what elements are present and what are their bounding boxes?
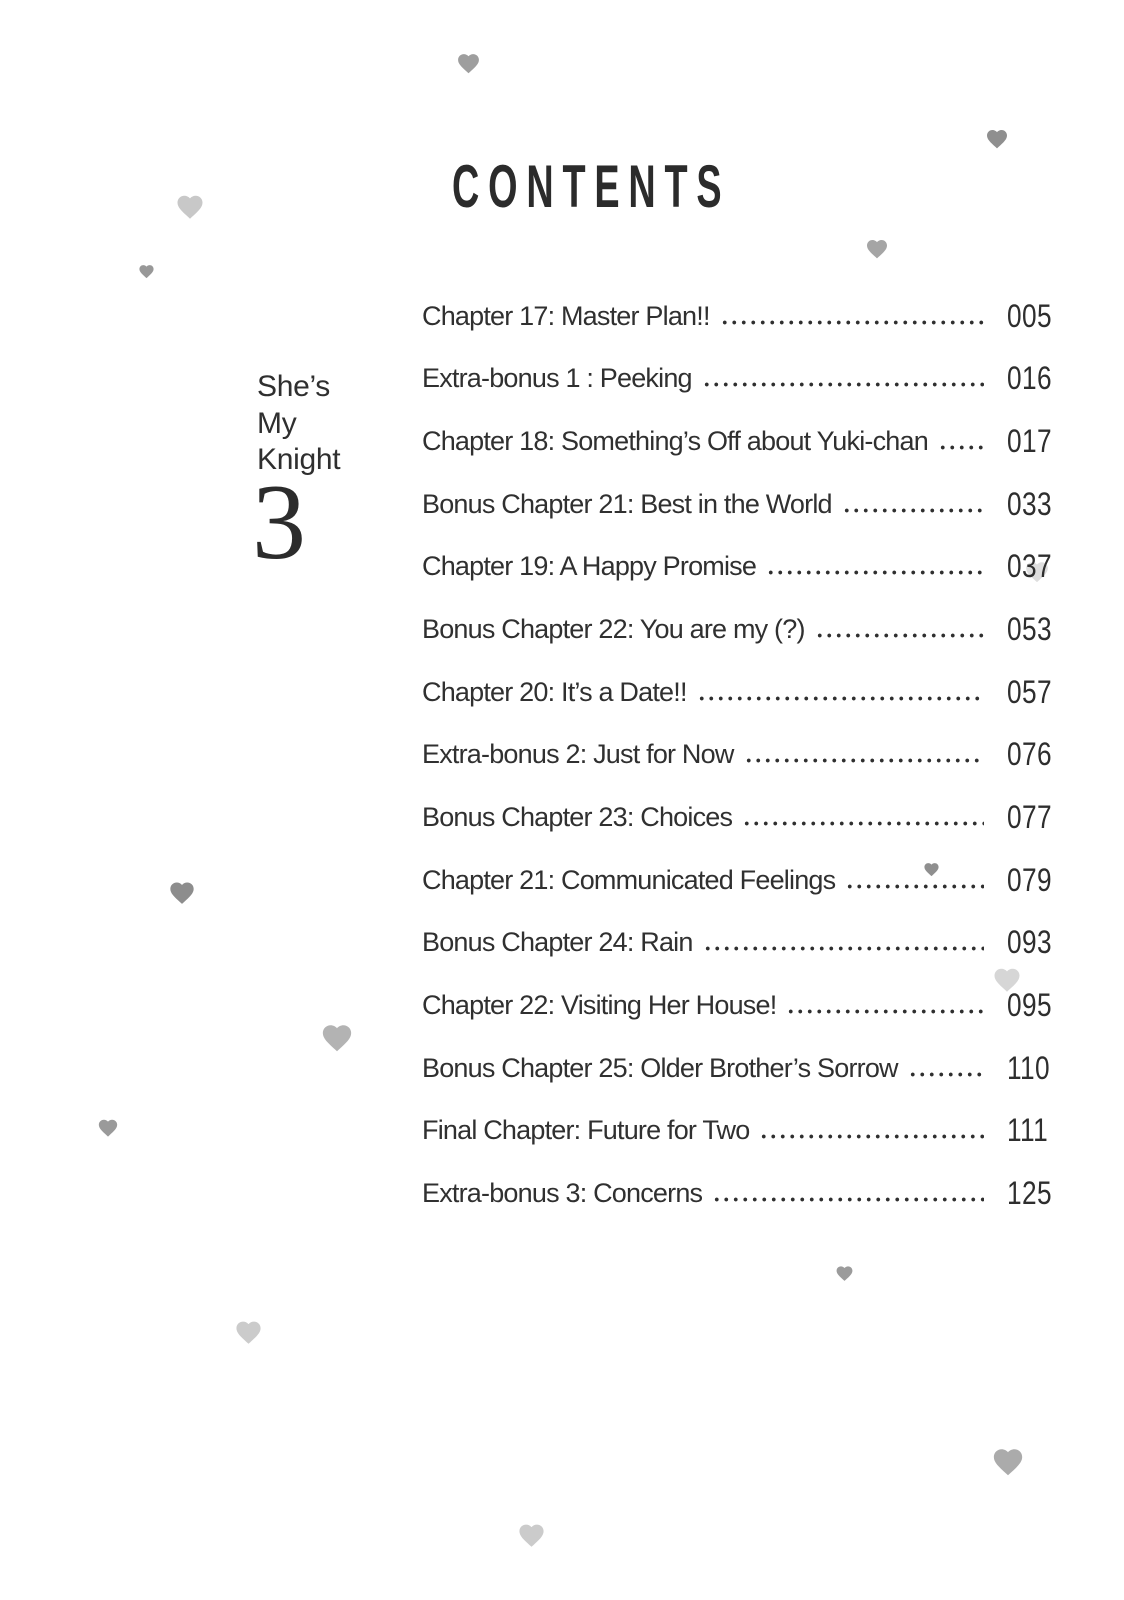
volume-number: 3 <box>252 463 306 582</box>
dot-leader <box>703 929 984 956</box>
toc-entry-page-number: 017 <box>1007 423 1053 460</box>
toc-entry <box>422 1162 1053 1225</box>
heart-icon <box>517 1521 546 1550</box>
toc-entry-title: Bonus Chapter 25: Older Brother’s Sorrow <box>422 1052 898 1083</box>
heart-icon <box>138 263 155 280</box>
dot-leader <box>908 1055 984 1082</box>
toc-entry-title: Extra-bonus 2: Just for Now <box>422 739 734 770</box>
dot-leader <box>815 616 984 643</box>
toc-entry-title: Bonus Chapter 24: Rain <box>422 927 693 958</box>
toc-entry-title: Extra-bonus 3: Concerns <box>422 1177 703 1208</box>
heart-icon <box>985 127 1009 151</box>
series-title-line: Knight <box>257 443 341 477</box>
toc-entry-title: Bonus Chapter 21: Best in the World <box>422 488 832 519</box>
toc-entry-title: Extra-bonus 1 : Peeking <box>422 363 692 394</box>
toc-entry-page-number: 079 <box>1007 861 1053 898</box>
dot-leader <box>842 491 984 518</box>
toc-entry <box>422 974 1053 1037</box>
toc-entry-page-number: 125 <box>1007 1174 1053 1211</box>
dot-leader <box>766 553 984 580</box>
toc-entry-page-number: 053 <box>1007 611 1053 648</box>
heart-icon <box>456 51 481 76</box>
dot-leader <box>786 992 984 1019</box>
toc-entry-title: Chapter 17: Master Plan!! <box>422 300 710 331</box>
toc-entry <box>422 410 1053 473</box>
toc-entry <box>422 661 1053 724</box>
toc-entry-title: Chapter 20: It’s a Date!! <box>422 676 687 707</box>
toc-entry <box>422 348 1053 411</box>
toc-list <box>422 285 1053 1225</box>
toc-entry-page-number: 110 <box>1007 1049 1051 1086</box>
page-title: CONTENTS <box>452 153 731 220</box>
heart-icon <box>835 1264 854 1283</box>
toc-entry <box>422 473 1053 536</box>
toc-entry <box>422 723 1053 786</box>
heart-icon <box>168 879 196 907</box>
dot-leader <box>744 741 984 768</box>
heart-icon <box>991 1445 1025 1479</box>
dot-leader <box>702 365 984 392</box>
toc-entry-page-number: 076 <box>1007 736 1053 773</box>
toc-entry-page-number: 111 <box>1007 1112 1049 1149</box>
toc-entry <box>422 598 1053 661</box>
toc-entry-page-number: 016 <box>1007 360 1053 397</box>
toc-entry <box>422 1037 1051 1100</box>
toc-entry-page-number: 005 <box>1007 297 1053 334</box>
toc-entry-title: Chapter 21: Communicated Feelings <box>422 864 836 895</box>
toc-entry <box>422 786 1053 849</box>
toc-entry <box>422 285 1053 348</box>
toc-entry-title: Chapter 22: Visiting Her House! <box>422 989 777 1020</box>
toc-entry-page-number: 093 <box>1007 924 1053 961</box>
toc-entry-page-number: 037 <box>1007 548 1053 585</box>
toc-entry <box>422 536 1053 599</box>
dot-leader <box>742 804 984 831</box>
toc-entry-title: Bonus Chapter 22: You are my (?) <box>422 614 805 645</box>
series-title-line: My <box>257 406 297 440</box>
toc-entry-title: Final Chapter: Future for Two <box>422 1115 750 1146</box>
heart-icon <box>865 237 889 261</box>
toc-entry-title: Bonus Chapter 23: Choices <box>422 801 733 832</box>
toc-entry-page-number: 077 <box>1007 798 1053 835</box>
toc-entry-title: Chapter 19: A Happy Promise <box>422 551 757 582</box>
dot-leader <box>845 867 984 894</box>
dot-leader <box>938 428 984 455</box>
toc-entry-title: Chapter 18: Something’s Off about Yuki-chan <box>422 426 928 457</box>
heart-icon <box>97 1117 119 1139</box>
heart-icon <box>320 1021 354 1055</box>
heart-icon <box>175 192 205 222</box>
dot-leader <box>720 303 984 330</box>
series-title-line: She’s <box>257 370 331 403</box>
toc-entry <box>422 911 1053 974</box>
dot-leader <box>712 1180 984 1207</box>
toc-entry <box>422 849 1053 912</box>
dot-leader <box>697 679 984 706</box>
toc-entry-page-number: 095 <box>1007 986 1053 1023</box>
heart-icon <box>234 1318 263 1347</box>
dot-leader <box>759 1117 984 1144</box>
toc-entry <box>422 1099 1048 1162</box>
toc-entry-page-number: 057 <box>1007 673 1053 710</box>
toc-entry-page-number: 033 <box>1007 485 1053 522</box>
